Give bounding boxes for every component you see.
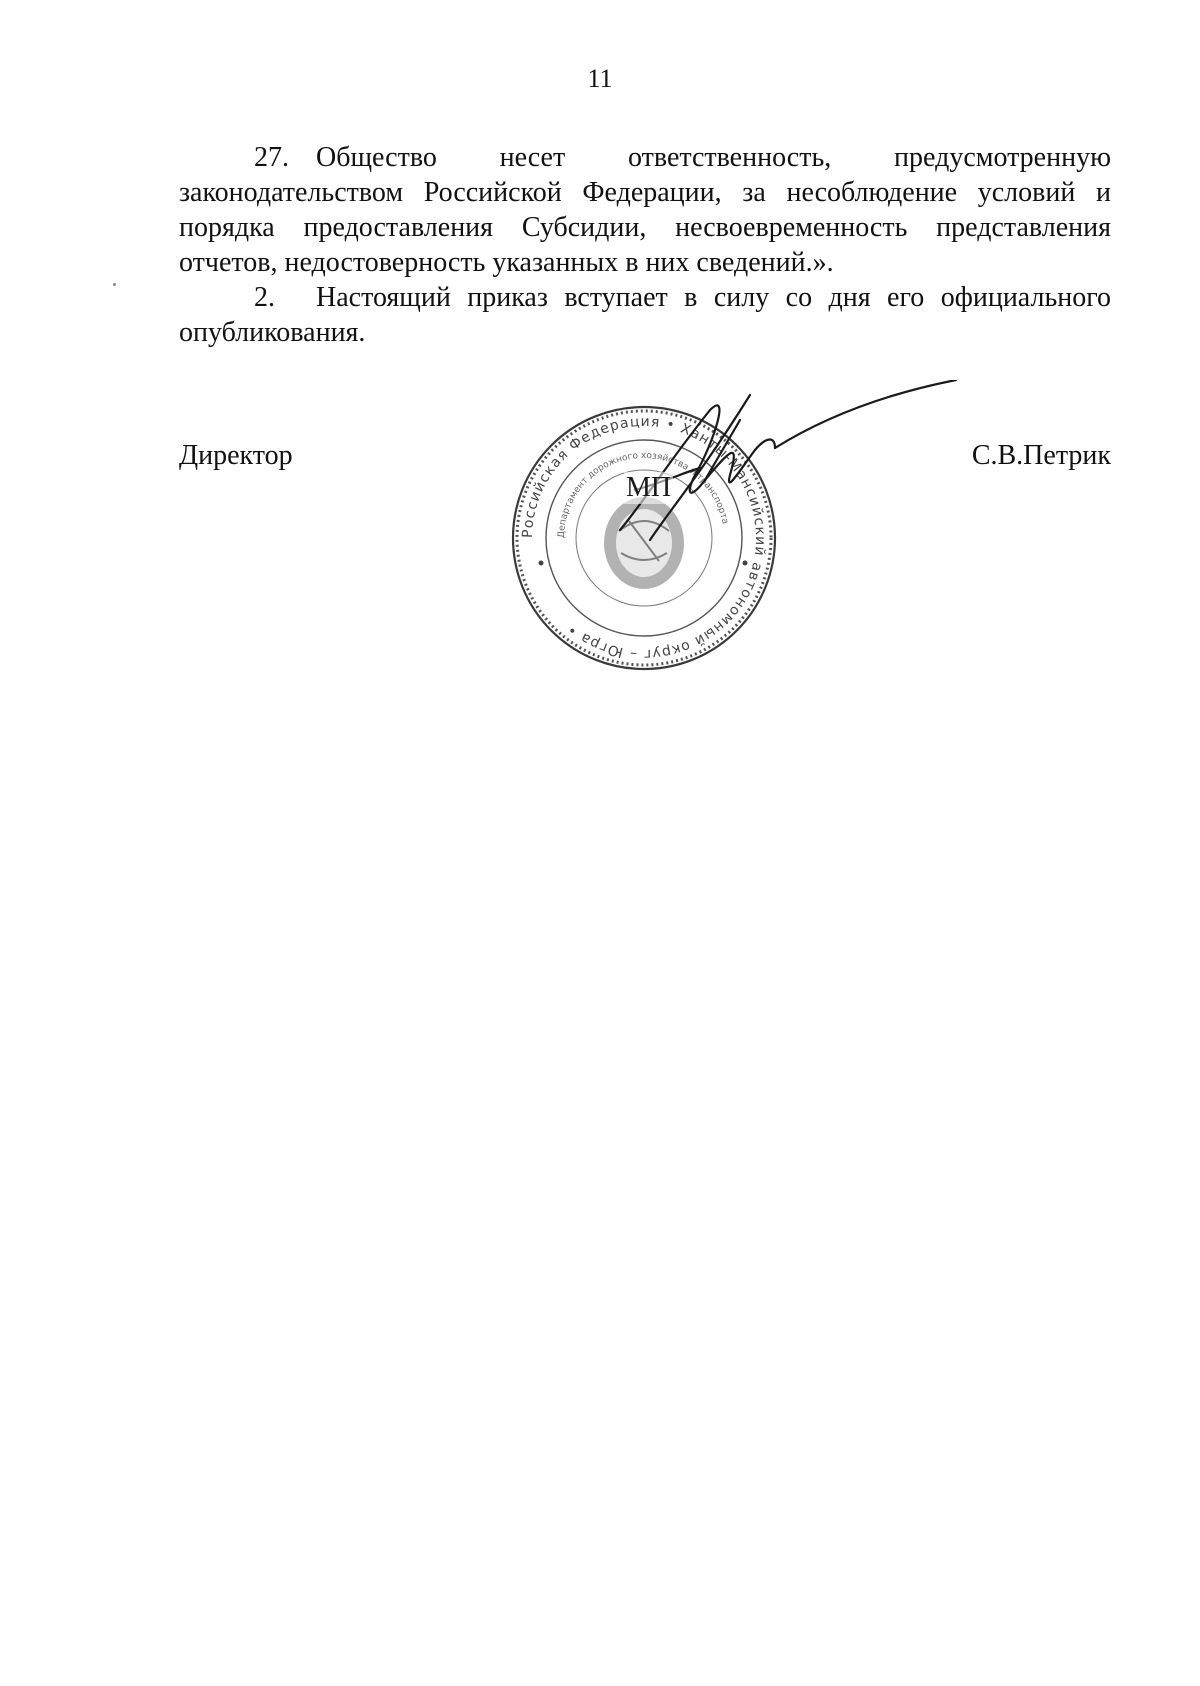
paragraph-text: Настоящий приказ вступает в силу со дня его официального опубликования. <box>179 282 1111 348</box>
scan-artifact <box>113 283 116 286</box>
stamp-outer-text: Российская Федерация • Ханты-Мансийский автономный округ – Югра • <box>519 413 769 663</box>
position-title: Директор <box>179 440 293 471</box>
paragraph-number: 27. <box>254 142 289 173</box>
page-number: 11 <box>587 64 613 93</box>
signer-name: С.В.Петрик <box>971 440 1111 471</box>
paragraph-2 <box>179 280 1111 350</box>
stamp-inner-text: Департамент дорожного хозяйства и транспорта <box>556 450 730 539</box>
paragraph-text: Общество несет ответственность, предусмотренную законодательством Российской Федерации, за несоблюдение условий и порядка предоставления Субсидии, несвоевременность представления отчетов, недостоверность указанных в них сведений.». <box>179 142 1111 278</box>
paragraph-27 <box>179 140 1111 280</box>
document-body <box>179 140 1111 350</box>
paragraph-number: 2. <box>254 282 275 313</box>
seal-label: МП <box>626 472 672 503</box>
handwritten-signature <box>590 380 960 550</box>
